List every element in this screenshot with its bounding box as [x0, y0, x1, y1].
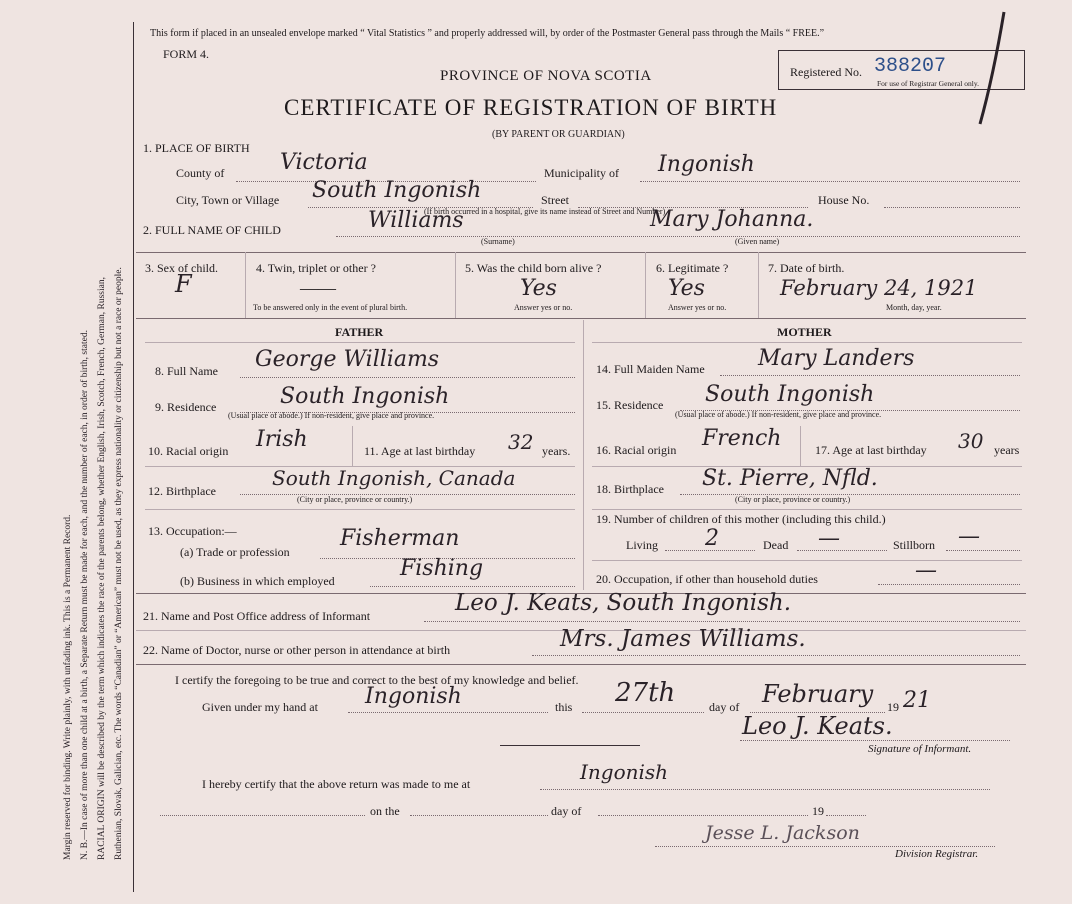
mother-birthplace-label: 18. Birthplace [596, 482, 664, 496]
father-origin-label: 10. Racial origin [148, 444, 229, 458]
father-heading: FATHER [335, 325, 384, 339]
house-number-label: House No. [818, 193, 870, 207]
municipality-label: Municipality of [544, 166, 619, 180]
this-label: this [555, 700, 573, 714]
father-abode-note: (Usual place of abode.) If non-resident, give place and province. [228, 411, 435, 420]
mother-residence-label: 15. Residence [596, 398, 664, 412]
sex-label: 3. Sex of child. [145, 261, 218, 275]
form-number: FORM 4. [163, 47, 210, 61]
mother-years: years [994, 443, 1020, 457]
doctor-value: Mrs. James Williams. [560, 626, 806, 652]
stillborn-label: Stillborn [893, 538, 936, 552]
birth-date-label: 7. Date of birth. [768, 261, 845, 275]
father-residence: South Ingonish [280, 384, 450, 409]
mother-age: 30 [958, 429, 984, 453]
dead-value: — [818, 526, 840, 551]
registrar-note: For use of Registrar General only. [877, 79, 979, 88]
dead-label: Dead [763, 538, 789, 552]
alive-label: 5. Was the child born alive ? [465, 261, 602, 275]
county-value: Victoria [280, 150, 368, 175]
certify-year-prefix: 19 [887, 700, 899, 714]
twin-value: —— [300, 278, 336, 298]
trade-label: (a) Trade or profession [180, 545, 290, 559]
certify-day: 27th [615, 678, 676, 708]
father-birthplace-note: (City or place, province or country.) [297, 495, 413, 504]
mother-occupation: — [915, 558, 937, 583]
registrar-day-of-label: day of [551, 804, 582, 818]
hospital-note: (If birth occurred in a hospital, give its name instead of Street and Number) [424, 207, 666, 216]
registrar-place: Ingonish [580, 760, 669, 784]
trade-value: Fisherman [340, 526, 460, 551]
legitimate-label: 6. Legitimate ? [656, 261, 729, 275]
informant-label: 21. Name and Post Office address of Informant [143, 609, 371, 623]
place-of-birth-heading: 1. PLACE OF BIRTH [143, 141, 250, 155]
informant-value: Leo J. Keats, South Ingonish. [455, 590, 792, 616]
registrar-caption: Division Registrar. [895, 848, 979, 860]
doctor-label: 22. Name of Doctor, nurse or other person in attendance at birth [143, 643, 451, 657]
father-origin: Irish [256, 427, 308, 452]
father-age-label: 11. Age at last birthday [364, 444, 476, 458]
margin-note-nationality: Ruthenian, Slovak, Galician, etc. The words “Canadian” or “American” must not be used, as they express nationality or citizenship but not a race or people. [114, 267, 124, 860]
father-residence-label: 9. Residence [155, 400, 217, 414]
county-label: County of [176, 166, 225, 180]
birth-date-value: February 24, 1921 [780, 276, 978, 300]
city-value: South Ingonish [312, 178, 482, 203]
father-name: George Williams [255, 347, 440, 372]
certify-month: February [762, 680, 874, 708]
margin-note-multiple-births: N. B.—In case of more than one child at a birth, a Separate Return must be made for each, and the number of each, in order of birth, stated. [80, 330, 90, 860]
city-label: City, Town or Village [176, 193, 280, 207]
birth-date-note: Month, day, year. [886, 303, 942, 312]
child-given-name: Mary Johanna. [650, 207, 814, 232]
father-birthplace-label: 12. Birthplace [148, 484, 216, 498]
mother-abode-note: (Usual place of abode.) If non-resident, give place and province. [675, 410, 882, 419]
municipality-value: Ingonish [658, 152, 755, 177]
mother-origin: French [702, 426, 782, 451]
on-the-label: on the [370, 804, 400, 818]
given-under-hand-label: Given under my hand at [202, 700, 318, 714]
mother-residence: South Ingonish [705, 382, 875, 407]
registered-label: Registered No. [790, 65, 862, 79]
child-name-label: 2. FULL NAME OF CHILD [143, 223, 281, 237]
mother-name: Mary Landers [758, 346, 915, 371]
sex-value: F [175, 270, 192, 298]
mother-age-label: 17. Age at last birthday [815, 443, 927, 457]
day-of-label: day of [709, 700, 740, 714]
page-subtitle: (BY PARENT OR GUARDIAN) [492, 129, 625, 140]
registered-number: 388207 [874, 55, 947, 78]
legitimate-note: Answer yes or no. [668, 303, 727, 312]
twin-note: To be answered only in the event of plural birth. [253, 303, 408, 312]
province-heading: PROVINCE OF NOVA SCOTIA [440, 68, 652, 84]
alive-note: Answer yes or no. [514, 303, 573, 312]
registrar-signature: Jesse L. Jackson [705, 822, 860, 844]
mother-occupation-label: 20. Occupation, if other than household duties [596, 572, 818, 586]
children-count-label: 19. Number of children of this mother (including this child.) [596, 512, 886, 526]
mother-heading: MOTHER [777, 325, 832, 339]
signature-caption: Signature of Informant. [868, 743, 972, 755]
certify-place: Ingonish [365, 684, 462, 709]
informant-certify-statement: I certify the foregoing to be true and correct to the best of my knowledge and belief. [175, 673, 579, 687]
business-label: (b) Business in which employed [180, 574, 335, 588]
registrar-year-prefix: 19 [812, 804, 824, 818]
mother-birthplace-note: (City or place, province or country.) [735, 495, 851, 504]
envelope-note: This form if placed in an unsealed envelope marked “ Vital Statistics ” and properly addressed will, by order of the Postmaster General pass through the Mails “ FREE.” [150, 28, 825, 39]
legitimate-value: Yes [668, 276, 705, 301]
living-label: Living [626, 538, 658, 552]
mother-name-label: 14. Full Maiden Name [596, 362, 705, 376]
registrar-statement: I hereby certify that the above return was made to me at [202, 777, 471, 791]
father-age: 32 [508, 430, 534, 454]
father-birthplace: South Ingonish, Canada [272, 466, 516, 490]
child-surname: Williams [368, 208, 464, 233]
surname-caption: (Surname) [481, 237, 515, 246]
certify-year: 21 [903, 688, 931, 713]
margin-rule [133, 22, 134, 892]
occupation-label: 13. Occupation:— [148, 524, 237, 538]
informant-signature: Leo J. Keats. [742, 712, 893, 740]
binding-margin [0, 0, 135, 904]
given-name-caption: (Given name) [735, 237, 780, 246]
business-value: Fishing [400, 556, 484, 581]
father-name-label: 8. Full Name [155, 364, 218, 378]
registrar-check-mark [968, 8, 1018, 128]
alive-value: Yes [520, 276, 557, 301]
margin-note-racial-origin: RACIAL ORIGIN will be described by the term which indicates the race of the parents belong, whether English, Irish, Scotch, French, German, Russian, [97, 277, 107, 860]
father-years: years. [542, 444, 571, 458]
page-title: CERTIFICATE OF REGISTRATION OF BIRTH [284, 95, 778, 120]
street-label: Street [541, 193, 569, 207]
mother-origin-label: 16. Racial origin [596, 443, 677, 457]
twin-label: 4. Twin, triplet or other ? [256, 261, 376, 275]
mother-birthplace: St. Pierre, Nfld. [702, 466, 878, 491]
stillborn-value: — [958, 524, 980, 549]
margin-note-binding: Margin reserved for binding. Write plainly, with unfading ink. This is a Permanent Record. [63, 514, 73, 860]
living-value: 2 [705, 526, 719, 551]
